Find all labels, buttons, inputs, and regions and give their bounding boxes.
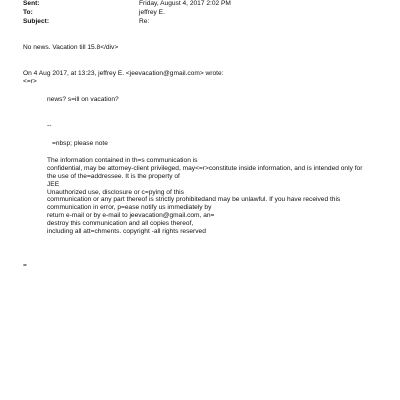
quote-tag: <=r>	[23, 78, 37, 85]
disclaimer-line: confidential, may be attorney-client privileged, may<=r>constitute inside information, and is intended only for	[47, 164, 363, 172]
subject-label: Subject:	[23, 18, 50, 25]
signature-dashes: --	[47, 122, 52, 129]
disclaimer-line: the use of the=addressee. It is the property of	[47, 172, 180, 180]
quote-intro: On 4 Aug 2017, at 13:23, jeffrey E. <jeevacation@gmail.com> wrote:	[23, 70, 224, 77]
to-value: jeffrey E.	[139, 9, 165, 16]
disclaimer-line: destroy this communication and all copies thereof,	[47, 220, 194, 228]
disclaimer-line: Unauthorized use, disclosure or c=pying of this	[47, 188, 184, 196]
reply-text: No news. Vacation till 15.8</div>	[23, 44, 119, 51]
disclaimer-line: JEE	[47, 180, 60, 188]
to-label: To:	[23, 9, 33, 16]
disclaimer-line: The information contained in th=s communication is	[47, 157, 198, 164]
sent-value: Friday, August 4, 2017 2:02 PM	[139, 0, 231, 7]
trailing-mark: =	[23, 262, 27, 269]
please-note-line: =nbsp; please note	[52, 140, 108, 147]
disclaimer-line: return e-mail or by e-mail to jeevacation@gmail.com, an=	[47, 212, 215, 220]
disclaimer-block	[47, 157, 387, 236]
disclaimer-line: communication in error, p=ease notify us immediately by	[47, 204, 212, 212]
subject-value: Re:	[139, 18, 150, 25]
disclaimer-line: including all att=chments. copyright -all rights reserved	[47, 228, 206, 236]
disclaimer-line: communication or any part thereof is strictly prohibitedand may be unlawful. If you have received this	[47, 196, 341, 204]
quoted-question: news? s=ill on vacation?	[47, 96, 119, 103]
sent-label: Sent:	[23, 0, 40, 7]
